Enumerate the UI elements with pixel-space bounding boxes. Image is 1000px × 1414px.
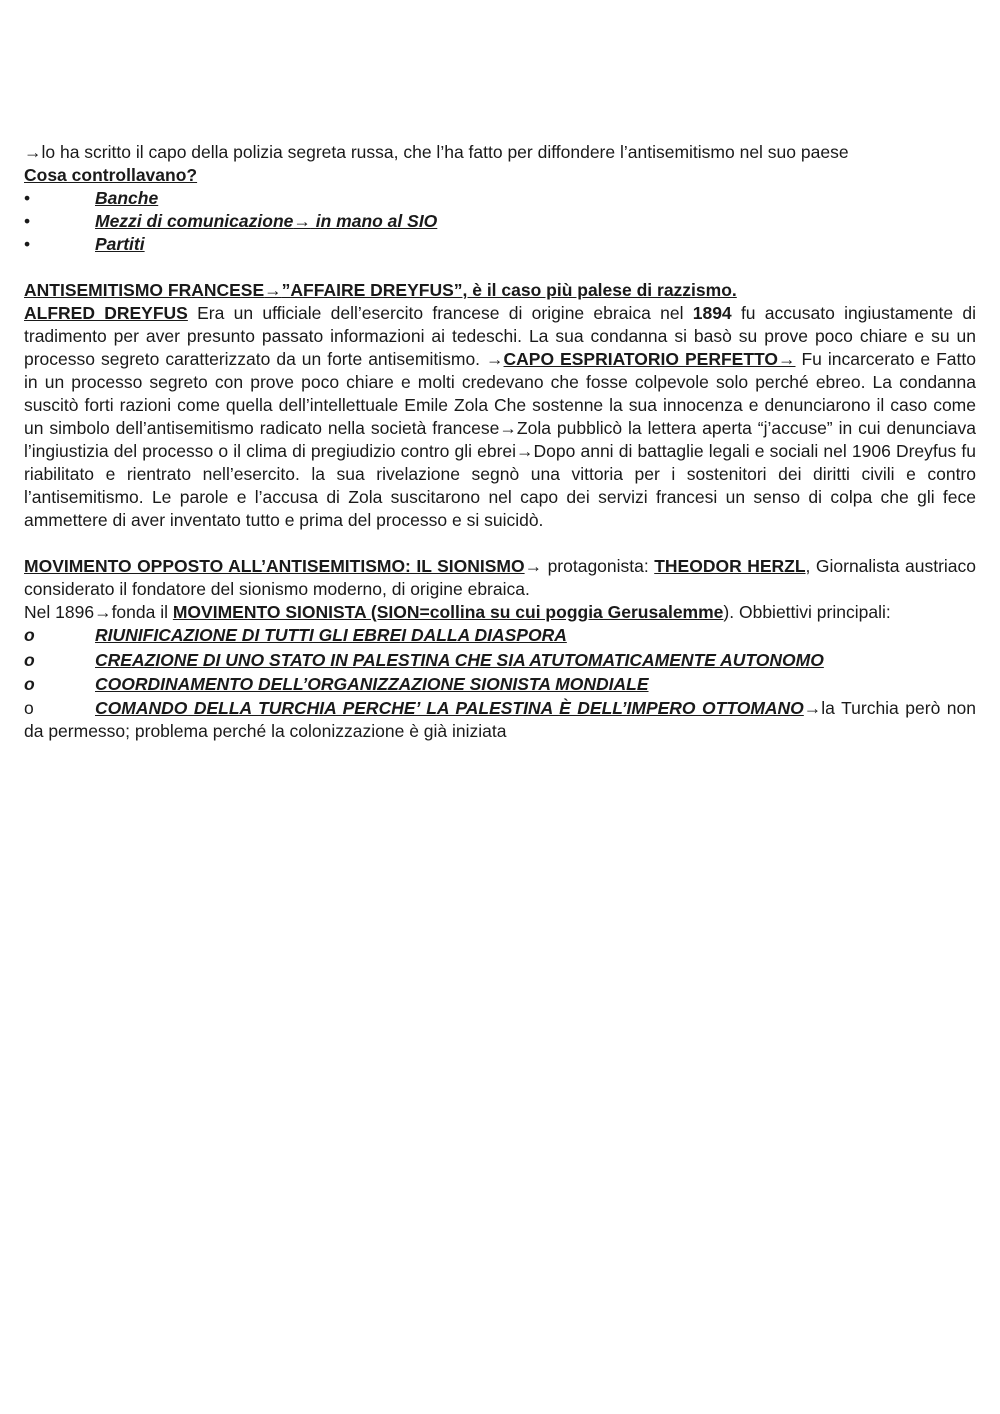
list-item [24,624,976,647]
arrow-icon: → [94,602,112,622]
list-marker: o [24,650,35,670]
arrow-icon: → [778,349,796,369]
arrow-icon: → [803,698,822,718]
list-item-label: COORDINAMENTO DELL’ORGANIZZAZIONE SIONISTA MONDIALE [95,674,649,694]
spacer [24,532,976,555]
bullet-icon: • [24,234,31,254]
arrow-icon: → [24,142,42,162]
list-item-label: COMANDO DELLA TURCHIA PERCHE’ LA PALESTINA È DELL’IMPERO OTTOMANO [95,698,804,718]
arrow-icon: → [486,349,504,369]
zionism-paragraph: MOVIMENTO OPPOSTO ALL’ANTISEMITISMO: IL SIONISMO→ protagonista: THEODOR HERZL, Giornalista austriaco considerato il fondatore del sionismo moderno, di origine ebraica. [24,556,977,599]
spacer [24,256,976,279]
list-item-label: Mezzi di comunicazione→ in mano al SIO [95,211,438,231]
list-item [24,233,976,256]
list-item-label: RIUNIFICAZIONE DI TUTTI GLI EBREI DALLA DIASPORA [95,625,567,645]
list-item [24,187,976,210]
document-page [24,141,976,743]
arrow-icon: → [499,418,517,438]
french-heading: ANTISEMITISMO FRANCESE→”AFFAIRE DREYFUS”, è il caso più palese di razzismo. [24,280,737,300]
scapegoat-label: CAPO ESPRIATORIO PERFETTO→ [503,349,796,369]
movement-line: Nel 1896→fonda il MOVIMENTO SIONISTA (SION=collina su cui poggia Gerusalemme). Obbiettivi principali: [24,602,891,622]
dreyfus-paragraph: ALFRED DREYFUS Era un ufficiale dell’esercito francese di origine ebraica nel 1894 fu accusato ingiustamente di tradimento per aver presunto passato informazioni ai tedeschi. La sua condanna si basò su prove poco chiare e su un processo segreto caratterizzato da un forte antisemitismo. →CAPO ESPRIATORIO PERFETTO→ Fu incarcerato e Fatto in un processo segreto con prove poco chiare e molti credevano che fosse colpevole solo perché ebreo. La condanna suscitò forti razioni come quella dell’intellettuale Emile Zola Che sostenne la sua innocenza e denunciarono il caso come un simbolo dell’antisemitismo radicato nella società francese→Zola pubblicò la lettera aperta “j’accuse” in cui denunciava l’ingiustizia del processo o il clima di pregiudizio contro gli ebrei→Dopo anni di battaglie legali e sociali nel 1906 Dreyfus fu riabilitato e rientrato nell’esercito. la sua rivelazione segnò una vittoria per i sostenitori dei diritti civili e contro l’antisemitismo. Le parole e l’accusa di Zola suscitarono nel capo dei servizi francesi un senso di colpa che gli fece ammettere di aver inventato tutto e prima del processo e si suicidò. [24,303,976,530]
movement-name: MOVIMENTO SIONISTA (SION=collina su cui poggia Gerusalemme [172,602,724,622]
list-item-label: Banche [95,188,159,208]
list-item [24,649,976,672]
list-marker: o [24,698,34,718]
dreyfus-year: 1894 [692,303,732,323]
dreyfus-name: ALFRED DREYFUS [24,303,188,323]
bullet-icon: • [24,188,31,208]
list-marker: o [24,625,35,645]
list-item [24,210,976,233]
arrow-icon: → [516,441,534,461]
arrow-icon: → [264,280,282,300]
bullet-icon: • [24,211,31,231]
zionism-heading: MOVIMENTO OPPOSTO ALL’ANTISEMITISMO: IL SIONISMO [24,556,525,576]
list-item-label: Partiti [95,234,145,254]
list-item-label: CREAZIONE DI UNO STATO IN PALESTINA CHE SIA ATUTOMATICAMENTE AUTONOMO [95,650,824,670]
intro-line [24,141,976,164]
list-item [24,673,976,696]
list-item: o COMANDO DELLA TURCHIA PERCHE’ LA PALESTINA È DELL’IMPERO OTTOMANO→la Turchia però non da permesso; problema perché la colonizzazione è già iniziata [24,698,976,741]
controlled-heading: Cosa controllavano? [24,165,198,185]
herzl-name: THEODOR HERZL [654,556,806,576]
intro-text: lo ha scritto il capo della polizia segreta russa, che l’ha fatto per diffondere l’antisemitismo nel suo paese [41,142,849,162]
list-marker: o [24,674,35,694]
arrow-icon: → [293,211,311,231]
arrow-icon: → [524,556,543,576]
